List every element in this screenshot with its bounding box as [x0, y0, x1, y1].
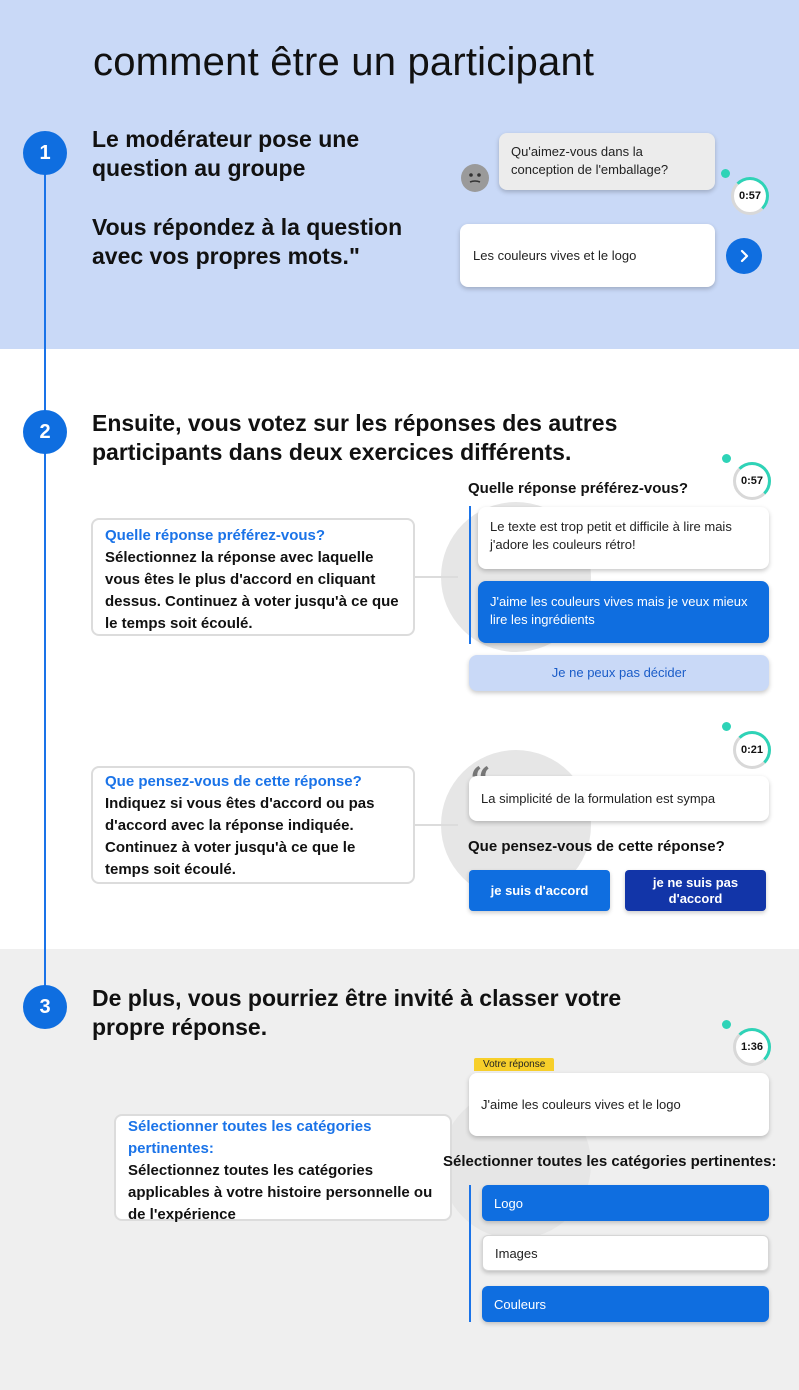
categories-question: Sélectionner toutes les catégories pertinentes:: [443, 1153, 777, 1170]
options-rail: [469, 506, 471, 644]
moderator-question-bubble: [499, 133, 715, 190]
step-2-heading: Ensuite, vous votez sur les réponses des autres participants dans deux exercices différents.: [92, 410, 618, 465]
moderator-question-text: Qu'aimez-vous dans la conception de l'emballage?: [511, 144, 669, 177]
submit-button[interactable]: [726, 238, 762, 274]
step-3-heading: De plus, vous pourriez être invité à classer votre propre réponse.: [92, 985, 622, 1040]
page-title: comment être un participant: [93, 40, 595, 84]
category-images[interactable]: [482, 1235, 769, 1271]
exercise-2-callout: [91, 766, 415, 884]
answer-input[interactable]: [460, 224, 715, 287]
your-answer-text: J'aime les couleurs vives et le logo: [481, 1096, 681, 1112]
connector-line: [413, 824, 458, 826]
disagree-button[interactable]: je ne suis pas d'accord: [625, 870, 766, 911]
timer-3: 0:21: [733, 731, 771, 769]
timer-dot: [722, 722, 731, 731]
category-logo[interactable]: [482, 1185, 769, 1221]
timer-4: 1:36: [733, 1028, 771, 1066]
step-1-badge: 1: [23, 131, 67, 175]
quoted-response-text: La simplicité de la formulation est sympa: [481, 790, 716, 806]
callout-title: Que pensez-vous de cette réponse?: [105, 773, 362, 790]
agree-button[interactable]: je suis d'accord: [469, 870, 610, 911]
step-3-badge: 3: [23, 985, 67, 1029]
timer-2: 0:57: [733, 462, 771, 500]
callout-title: Sélectionner toutes les catégories pertinentes:: [128, 1118, 372, 1157]
callout-body: Sélectionnez toutes les catégories applicables à votre histoire personnelle ou de l'expérience: [128, 1162, 433, 1223]
option-card[interactable]: [478, 507, 769, 569]
answer-text: Les couleurs vives et le logo: [473, 247, 637, 263]
cannot-decide-label: Je ne peux pas décider: [551, 665, 687, 680]
category-label: Images: [495, 1245, 538, 1261]
connector-line: [413, 576, 458, 578]
callout-body: Indiquez si vous êtes d'accord ou pas d'accord avec la réponse indiquée. Continuez à voter jusqu'à ce que le temps soit écoulé.: [105, 795, 375, 878]
step-2-badge: 2: [23, 410, 67, 454]
option-card-selected[interactable]: [478, 581, 769, 643]
callout-title: Quelle réponse préférez-vous?: [105, 527, 326, 544]
timeline-line: [44, 153, 46, 1008]
face-icon: [461, 164, 489, 192]
cannot-decide-button[interactable]: [469, 655, 769, 691]
category-couleurs[interactable]: [482, 1286, 769, 1322]
exercise-1-callout: [91, 518, 415, 636]
timer-dot: [722, 1020, 731, 1029]
category-label: Logo: [494, 1195, 523, 1211]
categories-callout: [114, 1114, 452, 1221]
chevron-right-icon: [737, 249, 751, 263]
timer-1: 0:57: [731, 177, 769, 215]
timer-dot: [722, 454, 731, 463]
callout-body: Sélectionnez la réponse avec laquelle vous êtes le plus d'accord en cliquant dessus. Continuez à voter jusqu'à ce que le temps soit écoulé.: [105, 549, 399, 632]
exercise-1-question: Quelle réponse préférez-vous?: [468, 480, 689, 497]
your-answer-tag: Votre réponse: [474, 1058, 554, 1071]
moderator-avatar: [461, 164, 489, 192]
option-text: J'aime les couleurs vives mais je veux mieux lire les ingrédients: [490, 594, 748, 627]
step-1-heading: Le modérateur pose une question au groupe: [92, 126, 360, 181]
timer-dot: [721, 169, 730, 178]
quoted-response-card: [469, 776, 769, 821]
your-answer-card: [469, 1073, 769, 1136]
category-label: Couleurs: [494, 1296, 547, 1312]
categories-rail: [469, 1185, 471, 1322]
exercise-2-question: Que pensez-vous de cette réponse?: [468, 838, 725, 855]
option-text: Le texte est trop petit et difficile à lire mais j'adore les couleurs rétro!: [490, 519, 732, 552]
step-1-subheading: Vous répondez à la question avec vos propres mots.": [92, 214, 403, 269]
